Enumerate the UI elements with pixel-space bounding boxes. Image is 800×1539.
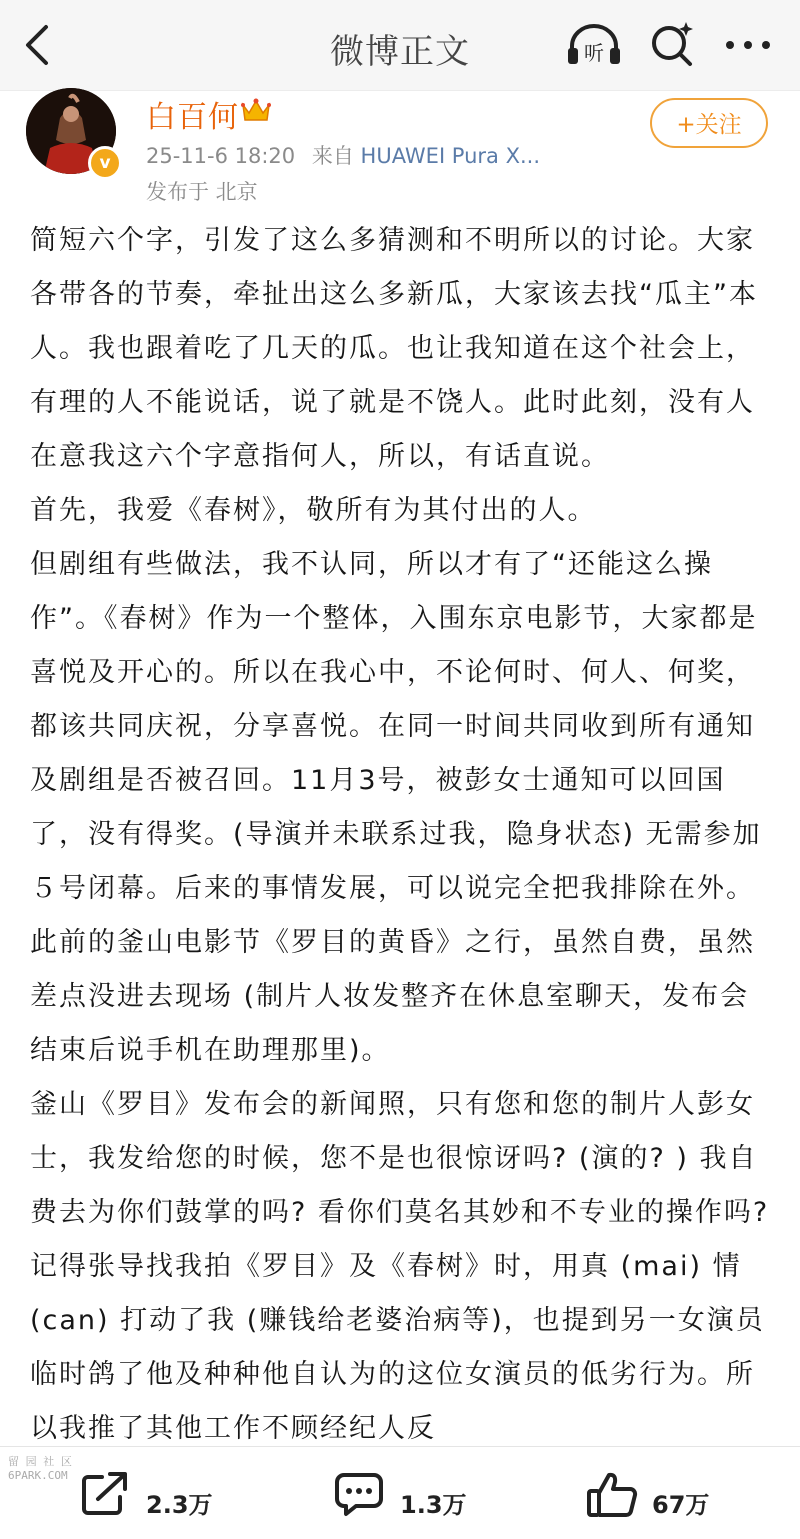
post-paragraph: 但剧组有些做法，我不认同，所以才有了“还能这么操作”。《春树》作为一个整体，入围东京电影节，大家都是喜悦及开心的。所以在我心中，不论何时、何人、何奖，都该共同庆祝，分享喜悦。在同一时间共同收到所有通知及剧组是否被召回。11月3号，被彭女士通知可以回国了，没有得奖。(导演并未联系过我，隐身状态) 无需参加５号闭幕。后来的事情发展，可以说完全把我排除在外。 <box>30 549 762 904</box>
top-navigation-bar <box>0 0 800 91</box>
verified-badge: v <box>88 146 122 180</box>
post-timestamp: 25-11-6 18:20 <box>146 144 296 168</box>
author-name[interactable]: 白百何 <box>146 100 239 135</box>
share-count: 2.3万 <box>146 1491 213 1519</box>
post-meta <box>146 140 540 170</box>
device-link[interactable]: HUAWEI Pura X... <box>360 144 541 168</box>
listen-label: 听 <box>584 41 604 65</box>
thumbs-up-icon <box>586 1471 638 1519</box>
comment-count: 1.3万 <box>400 1491 467 1519</box>
like-button[interactable] <box>586 1447 756 1539</box>
post-body <box>30 214 775 1456</box>
source-prefix: 来自 <box>311 144 354 168</box>
search-icon[interactable] <box>646 18 698 70</box>
post-paragraph: 记得张导找我拍《罗目》及《春树》时，用真 (mai) 情 (can) 打动了我 (赚钱给老婆治病等)，也提到另一女演员临时鸽了他及种种他自认为的这位女演员的低劣行为。所以我推了其他工作不顾经纪人反 <box>30 1251 765 1444</box>
bottom-action-bar <box>0 1446 800 1539</box>
comment-icon <box>334 1471 384 1517</box>
site-watermark <box>8 1455 72 1483</box>
watermark-line: 6PARK.COM <box>8 1469 68 1482</box>
share-button[interactable] <box>80 1447 250 1539</box>
share-icon <box>80 1471 130 1517</box>
watermark-line: 留 园 社 区 <box>8 1455 72 1468</box>
crown-membership-icon <box>240 96 272 124</box>
like-count: 67万 <box>652 1491 710 1519</box>
post-paragraph: 简短六个字，引发了这么多猜测和不明所以的讨论。大家各带各的节奏，牵扯出这么多新瓜，大家该去找“瓜主”本人。我也跟着吃了几天的瓜。也让我知道在这个社会上，有理的人不能说话，说了就是不饶人。此时此刻，没有人在意我这六个字意指何人，所以，有话直说。 <box>30 225 758 472</box>
post-paragraph: 此前的釜山电影节《罗目的黄昏》之行，虽然自费，虽然差点没进去现场 (制片人妆发整齐在休息室聊天，发布会结束后说手机在助理那里)。 <box>30 927 755 1066</box>
post-paragraph: 首先，我爱《春树》，敬所有为其付出的人。 <box>30 495 597 526</box>
listen-headphones-icon[interactable] <box>564 20 624 70</box>
follow-button[interactable]: +关注 <box>650 98 768 148</box>
more-options-icon[interactable] <box>722 30 774 60</box>
post-location: 发布于 北京 <box>146 180 258 204</box>
comment-button[interactable] <box>334 1447 504 1539</box>
post-paragraph: 釜山《罗目》发布会的新闻照，只有您和您的制片人彭女士，我发给您的时候，您不是也很惊讶吗? (演的? ) 我自费去为你们鼓掌的吗? 看你们莫名其妙和不专业的操作吗? <box>30 1089 770 1228</box>
page-title: 微博正文 <box>330 32 470 72</box>
